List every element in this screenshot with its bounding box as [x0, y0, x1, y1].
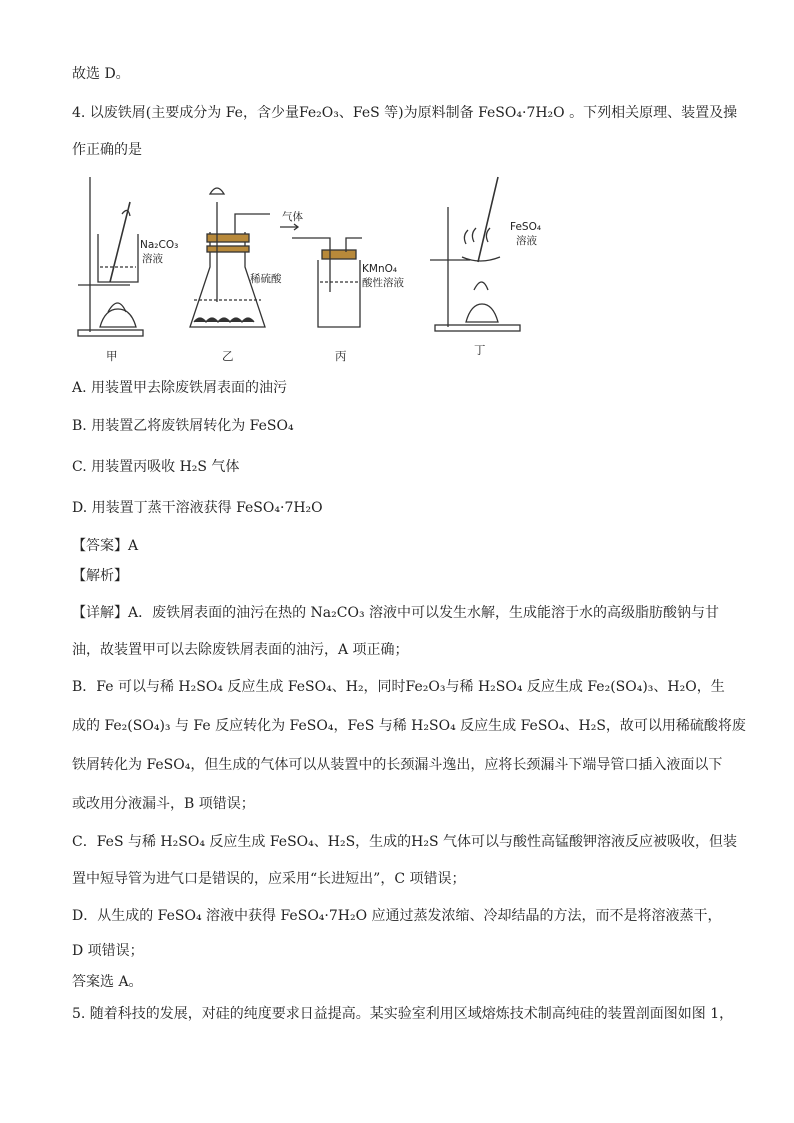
ding-flame: [474, 282, 488, 290]
jia-beaker: [98, 234, 138, 282]
jia-lamp: [100, 309, 136, 327]
bing-label-reagent-2: 酸性溶液: [362, 277, 404, 289]
jia-stand-base: [78, 330, 143, 336]
caption-ding: 丁: [474, 343, 486, 357]
bing-inlet-tube: [292, 238, 330, 292]
text-line-conclusion: 故选 D。: [72, 66, 130, 82]
option-a: A. 用装置甲去除废铁屑表面的油污: [72, 380, 288, 396]
yi-funnel-top: [210, 188, 224, 194]
yi-stopper-2: [207, 246, 249, 252]
apparatus-figure: [70, 172, 570, 367]
answer-conclusion: 答案选 A。: [72, 974, 143, 990]
caption-jia: 甲: [106, 349, 118, 363]
bing-bottle: [318, 260, 360, 327]
bing-stopper: [322, 250, 356, 259]
detail-line-3: B．Fe 可以与稀 H₂SO₄ 反应生成 FeSO₄、H₂，同时Fe₂O₃与稀 H₂SO₄ 反应生成 Fe₂(SO₄)₃、H₂O，生: [72, 679, 725, 695]
yi-label-reagent: 稀硫酸: [250, 273, 282, 285]
jia-label-reagent-2: 溶液: [142, 253, 163, 265]
question-4-stem-cont: 作正确的是: [72, 142, 142, 158]
question-4-stem: 4. 以废铁屑(主要成分为 Fe，含少量Fe₂O₃、FeS 等)为原料制备 FeSO₄·7H₂O 。下列相关原理、装置及操: [72, 105, 738, 121]
ding-label-reagent: FeSO₄: [510, 221, 542, 233]
ding-lamp: [466, 304, 498, 322]
detail-line-10: D 项错误；: [72, 943, 144, 959]
option-d: D. 用装置丁蒸干溶液获得 FeSO₄·7H₂O: [72, 500, 323, 516]
bing-label-gas: 气体: [282, 211, 303, 223]
analysis-label: 【解析】: [72, 568, 128, 584]
bing-label-reagent: KMnO₄: [362, 263, 398, 275]
yi-stopper: [207, 234, 249, 242]
option-b: B. 用装置乙将废铁屑转化为 FeSO₄: [72, 418, 294, 434]
detail-line-9: D．从生成的 FeSO₄ 溶液中获得 FeSO₄·7H₂O 应通过蒸发浓缩、冷却结晶的方法，而不是将溶液蒸干，: [72, 908, 722, 924]
jia-stirring-rod: [110, 202, 130, 282]
question-5-stem: 5. 随着科技的发展，对硅的纯度要求日益提高。某实验室利用区域熔炼技术制高纯硅的装置剖面图如图 1，: [72, 1006, 734, 1022]
ding-label-reagent-2: 溶液: [516, 235, 537, 247]
detail-line-2: 油，故装置甲可以去除废铁屑表面的油污，A 项正确；: [72, 642, 409, 658]
detail-line-5: 铁屑转化为 FeSO₄，但生成的气体可以从装置中的长颈漏斗逸出，应将长颈漏斗下端导管口插入液面以下: [72, 757, 723, 773]
caption-yi: 乙: [222, 349, 234, 363]
yi-iron-scraps: [194, 318, 254, 322]
answer-label: 【答案】A: [72, 538, 139, 554]
detail-line-8: 置中短导管为进气口是错误的，应采用“长进短出”，C 项错误；: [72, 871, 466, 887]
detail-line-4: 成的 Fe₂(SO₄)₃ 与 Fe 反应转化为 FeSO₄，FeS 与稀 H₂SO₄ 反应生成 FeSO₄、H₂S，故可以用稀硫酸将废: [72, 718, 746, 734]
ding-glass-rod: [478, 177, 498, 262]
jia-label-reagent: Na₂CO₃: [140, 239, 179, 251]
detail-line-6: 或改用分液漏斗，B 项错误；: [72, 796, 255, 812]
detail-line-7: C．FeS 与稀 H₂SO₄ 反应生成 FeSO₄、H₂S，生成的H₂S 气体可以与酸性高锰酸钾溶液反应被吸收，但装: [72, 834, 738, 850]
yi-outlet-tube: [235, 214, 270, 234]
option-c: C. 用装置丙吸收 H₂S 气体: [72, 459, 240, 475]
detail-line-1: 【详解】A．废铁屑表面的油污在热的 Na₂CO₃ 溶液中可以发生水解，生成能溶于水的高级脂肪酸钠与甘: [72, 605, 720, 621]
caption-bing: 丙: [335, 349, 347, 363]
